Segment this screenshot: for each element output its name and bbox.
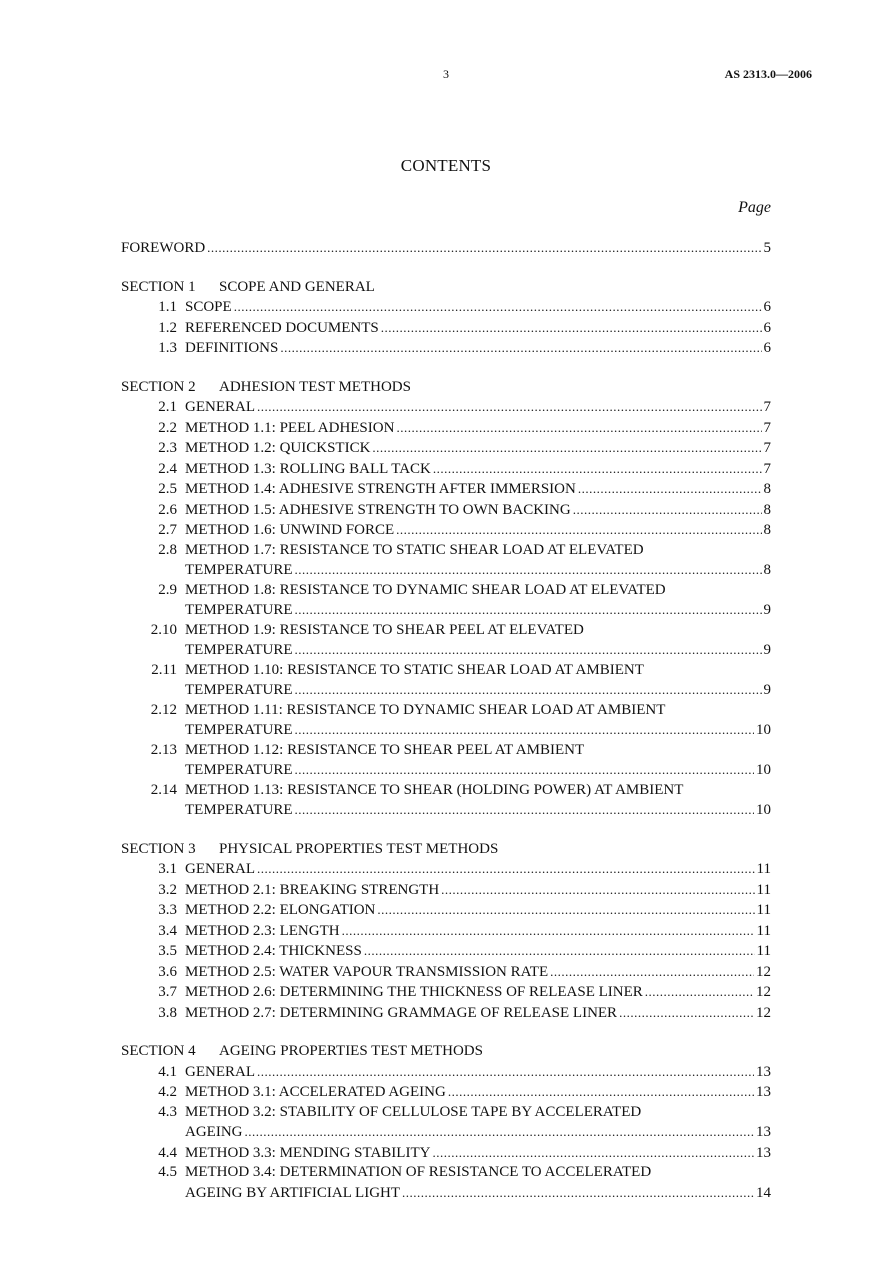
section-heading[interactable] bbox=[121, 378, 771, 398]
dot-leader bbox=[295, 680, 762, 700]
toc-entry-number: 4.4 bbox=[158, 1144, 177, 1161]
toc-entry-page: 6 bbox=[763, 319, 771, 336]
toc-entry-line bbox=[121, 1163, 771, 1183]
toc-entry-line bbox=[121, 438, 771, 459]
toc-entry[interactable] bbox=[121, 581, 771, 621]
toc-entry-title: TEMPERATURE bbox=[185, 722, 293, 738]
section-heading[interactable] bbox=[121, 278, 771, 298]
page-number: 3 bbox=[443, 67, 449, 81]
toc-entry-number: 2.6 bbox=[158, 501, 177, 518]
toc-entry-title: METHOD 3.1: ACCELERATED AGEING bbox=[185, 1084, 446, 1100]
toc-entry-number: 4.5 bbox=[158, 1164, 177, 1180]
toc-entry[interactable] bbox=[121, 1003, 771, 1024]
toc-entry-line bbox=[121, 982, 771, 1003]
toc-entry[interactable] bbox=[121, 1163, 771, 1203]
toc-entry-number: 3.7 bbox=[158, 984, 177, 1000]
toc-entry-number: 4.1 bbox=[158, 1063, 177, 1080]
dot-leader bbox=[245, 1122, 755, 1142]
section-number: SECTION 1 bbox=[121, 278, 196, 295]
toc-entry-title: METHOD 2.5: WATER VAPOUR TRANSMISSION RATE bbox=[185, 963, 549, 980]
toc-entry[interactable] bbox=[121, 621, 771, 661]
toc-entry-continuation bbox=[121, 560, 771, 581]
toc-entry-title: METHOD 1.9: RESISTANCE TO SHEAR PEEL AT ELEVATED bbox=[185, 621, 584, 638]
toc-entry-title: TEMPERATURE bbox=[185, 562, 293, 578]
toc-entry[interactable] bbox=[121, 459, 771, 480]
toc-entry-title: METHOD 1.3: ROLLING BALL TACK bbox=[185, 460, 431, 477]
toc-entry-page: 11 bbox=[756, 902, 771, 918]
document-id: AS 2313.0—2006 bbox=[724, 67, 812, 81]
dot-leader bbox=[578, 479, 762, 499]
toc-entry[interactable] bbox=[121, 661, 771, 701]
toc-entry-line bbox=[121, 1062, 771, 1083]
toc-entry-title: TEMPERATURE bbox=[185, 762, 293, 778]
toc-entry-number: 2.12 bbox=[150, 701, 177, 718]
toc-entry-title: METHOD 2.2: ELONGATION bbox=[185, 902, 376, 918]
toc-entry-number: 3.5 bbox=[158, 943, 177, 959]
toc-entry-page: 8 bbox=[763, 522, 771, 538]
toc-entry-title: METHOD 3.2: STABILITY OF CELLULOSE TAPE BY ACCELERATED bbox=[185, 1103, 642, 1120]
toc-entry-page: 11 bbox=[756, 943, 771, 959]
toc-entry-number: 2.3 bbox=[158, 440, 177, 456]
toc-entry-page: 13 bbox=[756, 1084, 771, 1100]
toc-entry-page: 9 bbox=[763, 682, 771, 698]
dot-leader bbox=[573, 500, 762, 520]
toc-entry-continuation bbox=[121, 1122, 771, 1143]
dot-leader bbox=[257, 859, 755, 879]
toc-entry-page: 12 bbox=[756, 963, 771, 980]
dot-leader bbox=[295, 640, 762, 660]
toc-entry-number: 2.10 bbox=[150, 621, 177, 638]
toc-entry-page: 10 bbox=[756, 802, 771, 818]
toc-entry-line bbox=[121, 661, 771, 681]
toc-entry-title: METHOD 3.4: DETERMINATION OF RESISTANCE TO ACCELERATED bbox=[185, 1164, 652, 1180]
toc-entry-page: 10 bbox=[756, 722, 771, 738]
toc-entry[interactable] bbox=[121, 318, 771, 339]
toc-entry-page: 14 bbox=[756, 1184, 771, 1201]
dot-leader bbox=[295, 760, 754, 780]
toc-entry-number: 2.13 bbox=[150, 741, 177, 758]
dot-leader bbox=[295, 600, 762, 620]
toc-entry-title: REFERENCED DOCUMENTS bbox=[185, 319, 379, 336]
toc-entry-page: 11 bbox=[756, 861, 771, 877]
toc-entry-page: 9 bbox=[763, 602, 771, 618]
toc-entry-line bbox=[121, 781, 771, 801]
dot-leader bbox=[645, 982, 754, 1002]
toc-entry-title: TEMPERATURE bbox=[185, 602, 293, 618]
toc-entry-number: 2.14 bbox=[150, 781, 177, 798]
dot-leader bbox=[280, 338, 761, 358]
toc-entry[interactable] bbox=[121, 479, 771, 500]
section-number: SECTION 3 bbox=[121, 840, 196, 857]
toc-entry-continuation bbox=[121, 760, 771, 781]
dot-leader bbox=[433, 459, 762, 479]
toc-entry[interactable] bbox=[121, 880, 771, 901]
toc-entry[interactable] bbox=[121, 701, 771, 741]
toc-entry-title: AGEING BY ARTIFICIAL LIGHT bbox=[185, 1184, 401, 1201]
toc-entry-line bbox=[121, 900, 771, 921]
toc-entry-line bbox=[121, 1082, 771, 1103]
toc-entry[interactable] bbox=[121, 982, 771, 1003]
toc-entry-page: 9 bbox=[763, 642, 771, 658]
toc-entry-page: 8 bbox=[763, 481, 771, 497]
toc-entry-line bbox=[121, 962, 771, 983]
toc-sections bbox=[121, 278, 771, 1204]
toc-entry-continuation bbox=[121, 800, 771, 821]
toc-entry-number: 2.5 bbox=[158, 481, 177, 497]
toc-entry[interactable] bbox=[121, 520, 771, 541]
toc-entry[interactable] bbox=[121, 418, 771, 439]
toc-entry-title: METHOD 2.3: LENGTH bbox=[185, 922, 340, 939]
toc-entry-number: 1.1 bbox=[158, 299, 177, 315]
dot-leader bbox=[432, 1143, 754, 1163]
toc-entry-number: 3.6 bbox=[158, 963, 177, 980]
section-title: SCOPE AND GENERAL bbox=[219, 278, 375, 295]
toc-entry-number: 1.3 bbox=[158, 340, 177, 356]
toc-entry-title: METHOD 3.3: MENDING STABILITY bbox=[185, 1144, 431, 1161]
toc-entry-title: TEMPERATURE bbox=[185, 802, 293, 818]
section-number: SECTION 2 bbox=[121, 378, 196, 395]
dot-leader bbox=[550, 962, 754, 982]
toc-entry[interactable] bbox=[121, 941, 771, 962]
toc-entry-title: METHOD 2.4: THICKNESS bbox=[185, 943, 362, 959]
toc-entry-title: GENERAL bbox=[185, 861, 255, 877]
toc-entry-number: 4.2 bbox=[158, 1084, 177, 1100]
toc-entry-title: GENERAL bbox=[185, 1063, 255, 1080]
toc-entry-number: 2.1 bbox=[158, 399, 177, 415]
toc-entry[interactable] bbox=[121, 397, 771, 418]
toc-entry-page: 13 bbox=[756, 1124, 771, 1140]
toc-entry-line bbox=[121, 581, 771, 601]
toc-entry-line bbox=[121, 701, 771, 721]
toc-entry-title: TEMPERATURE bbox=[185, 642, 293, 658]
toc-entry[interactable] bbox=[121, 438, 771, 459]
toc-entry-number: 4.3 bbox=[158, 1103, 177, 1120]
toc-entry-title: METHOD 2.7: DETERMINING GRAMMAGE OF RELEASE LINER bbox=[185, 1004, 618, 1021]
dot-leader bbox=[381, 318, 762, 338]
toc-entry-line bbox=[121, 479, 771, 500]
dot-leader bbox=[396, 418, 761, 438]
toc-entry[interactable] bbox=[121, 962, 771, 983]
toc-entry-number: 2.7 bbox=[158, 522, 177, 538]
toc-entry-line bbox=[121, 1003, 771, 1024]
toc-entry-line bbox=[121, 397, 771, 418]
toc-entry[interactable] bbox=[121, 921, 771, 942]
dot-leader bbox=[207, 238, 761, 258]
toc-entry-title: METHOD 1.8: RESISTANCE TO DYNAMIC SHEAR LOAD AT ELEVATED bbox=[185, 581, 666, 598]
toc-entry-title: METHOD 1.11: RESISTANCE TO DYNAMIC SHEAR LOAD AT AMBIENT bbox=[185, 701, 666, 718]
dot-leader bbox=[372, 438, 761, 458]
toc-entry[interactable] bbox=[121, 297, 771, 318]
page-column-label: Page bbox=[738, 199, 771, 216]
toc-entry-title: AGEING bbox=[185, 1124, 243, 1140]
toc-entry-line bbox=[121, 418, 771, 439]
toc-entry-page: 7 bbox=[763, 419, 771, 436]
toc-entry-number: 2.11 bbox=[151, 661, 177, 678]
toc-entry-continuation bbox=[121, 720, 771, 741]
toc-entry-number: 2.8 bbox=[158, 541, 177, 558]
toc-entry-page: 12 bbox=[756, 984, 771, 1000]
dot-leader bbox=[257, 1062, 754, 1082]
toc-entry-number: 3.3 bbox=[158, 902, 177, 918]
toc-entry-continuation bbox=[121, 1183, 771, 1204]
dot-leader bbox=[619, 1003, 754, 1023]
dot-leader bbox=[396, 520, 761, 540]
toc-entry-number: 2.4 bbox=[158, 460, 177, 477]
toc-entry-title: METHOD 1.6: UNWIND FORCE bbox=[185, 522, 395, 538]
contents-title: CONTENTS bbox=[400, 156, 492, 175]
toc-entry-line bbox=[121, 459, 771, 480]
toc-entry-line bbox=[121, 318, 771, 339]
toc-entry-line bbox=[121, 338, 771, 359]
toc-entry[interactable] bbox=[121, 781, 771, 821]
toc-entry-number: 3.8 bbox=[158, 1004, 177, 1021]
dot-leader bbox=[257, 397, 762, 417]
toc-entry-line bbox=[121, 1103, 771, 1123]
dot-leader bbox=[377, 900, 754, 920]
dot-leader bbox=[441, 880, 754, 900]
toc-entry[interactable] bbox=[121, 500, 771, 521]
toc-entry-page: 8 bbox=[763, 501, 771, 518]
toc-entry-line bbox=[121, 941, 771, 962]
dot-leader bbox=[342, 921, 755, 941]
dot-leader bbox=[295, 800, 754, 820]
toc-entry-title: METHOD 1.10: RESISTANCE TO STATIC SHEAR LOAD AT AMBIENT bbox=[185, 661, 644, 678]
toc-entry-page: 12 bbox=[756, 1004, 771, 1021]
toc-entry-title: METHOD 2.6: DETERMINING THE THICKNESS OF RELEASE LINER bbox=[185, 984, 643, 1000]
toc-entry-title: METHOD 2.1: BREAKING STRENGTH bbox=[185, 881, 440, 898]
toc-entry[interactable] bbox=[121, 1082, 771, 1103]
toc-entry-line bbox=[121, 859, 771, 880]
toc-entry-title: METHOD 1.12: RESISTANCE TO SHEAR PEEL AT AMBIENT bbox=[185, 741, 585, 758]
toc-entry[interactable] bbox=[121, 859, 771, 880]
toc-entry-title: METHOD 1.2: QUICKSTICK bbox=[185, 440, 371, 456]
toc-entry[interactable] bbox=[121, 1143, 771, 1164]
toc-entry[interactable] bbox=[121, 900, 771, 921]
toc-entry-continuation bbox=[121, 600, 771, 621]
table-of-contents bbox=[121, 238, 771, 1203]
toc-entry-line bbox=[121, 880, 771, 901]
toc-entry-page: 6 bbox=[763, 340, 771, 356]
dot-leader bbox=[448, 1082, 754, 1102]
toc-entry-continuation bbox=[121, 680, 771, 701]
toc-entry-number: 3.2 bbox=[158, 881, 177, 898]
toc-entry-title: METHOD 1.13: RESISTANCE TO SHEAR (HOLDING POWER) AT AMBIENT bbox=[185, 781, 684, 798]
toc-entry-line bbox=[121, 1143, 771, 1164]
dot-leader bbox=[364, 941, 755, 961]
dot-leader bbox=[295, 560, 762, 580]
toc-entry-number: 2.9 bbox=[158, 581, 177, 598]
toc-entry-page: 11 bbox=[756, 922, 771, 939]
toc-entry-number: 3.4 bbox=[158, 922, 177, 939]
section-title: ADHESION TEST METHODS bbox=[219, 378, 411, 395]
dot-leader bbox=[402, 1183, 754, 1203]
toc-entry[interactable] bbox=[121, 338, 771, 359]
toc-entry-title: GENERAL bbox=[185, 399, 255, 415]
toc-entry-line bbox=[121, 541, 771, 561]
dot-leader bbox=[295, 720, 754, 740]
toc-entry-line bbox=[121, 297, 771, 318]
toc-entry-page: 8 bbox=[763, 562, 771, 578]
toc-entry-title: METHOD 1.4: ADHESIVE STRENGTH AFTER IMMERSION bbox=[185, 481, 576, 497]
toc-entry-page: 6 bbox=[763, 299, 771, 315]
toc-entry-title: METHOD 1.1: PEEL ADHESION bbox=[185, 419, 395, 436]
section-heading[interactable] bbox=[121, 1042, 771, 1062]
toc-entry-title: METHOD 1.7: RESISTANCE TO STATIC SHEAR LOAD AT ELEVATED bbox=[185, 541, 644, 558]
dot-leader bbox=[234, 297, 762, 317]
toc-entry-page: 13 bbox=[756, 1063, 771, 1080]
toc-entry-title: FOREWORD bbox=[121, 240, 206, 256]
toc-entry-title: TEMPERATURE bbox=[185, 682, 293, 698]
toc-entry-number: 2.2 bbox=[158, 419, 177, 436]
toc-entry-page: 5 bbox=[763, 240, 771, 256]
toc-entry[interactable] bbox=[121, 741, 771, 781]
toc-entry-page: 7 bbox=[763, 440, 771, 456]
toc-entry-line bbox=[121, 741, 771, 761]
toc-entry-title: DEFINITIONS bbox=[185, 340, 279, 356]
toc-entry-page: 10 bbox=[756, 762, 771, 778]
toc-entry-title: METHOD 1.5: ADHESIVE STRENGTH TO OWN BACKING bbox=[185, 501, 571, 518]
toc-entry-title: SCOPE bbox=[185, 299, 232, 315]
toc-entry-line bbox=[121, 520, 771, 541]
toc-entry-page: 13 bbox=[756, 1144, 771, 1161]
toc-entry-page: 7 bbox=[763, 460, 771, 477]
toc-entry-continuation bbox=[121, 640, 771, 661]
toc-entry[interactable] bbox=[121, 541, 771, 581]
toc-entry[interactable] bbox=[121, 1103, 771, 1143]
section-heading[interactable] bbox=[121, 840, 771, 860]
toc-entry-number: 1.2 bbox=[158, 319, 177, 336]
toc-entry[interactable] bbox=[121, 1062, 771, 1083]
toc-entry-foreword[interactable] bbox=[121, 238, 771, 259]
section-title: PHYSICAL PROPERTIES TEST METHODS bbox=[219, 840, 499, 857]
toc-entry-line bbox=[121, 500, 771, 521]
section-number: SECTION 4 bbox=[121, 1043, 196, 1059]
toc-entry-line bbox=[121, 621, 771, 641]
toc-entry-line bbox=[121, 921, 771, 942]
toc-entry-number: 3.1 bbox=[158, 861, 177, 877]
toc-entry-page: 11 bbox=[756, 881, 771, 898]
toc-entry-page: 7 bbox=[763, 399, 771, 415]
section-title: AGEING PROPERTIES TEST METHODS bbox=[219, 1043, 483, 1059]
